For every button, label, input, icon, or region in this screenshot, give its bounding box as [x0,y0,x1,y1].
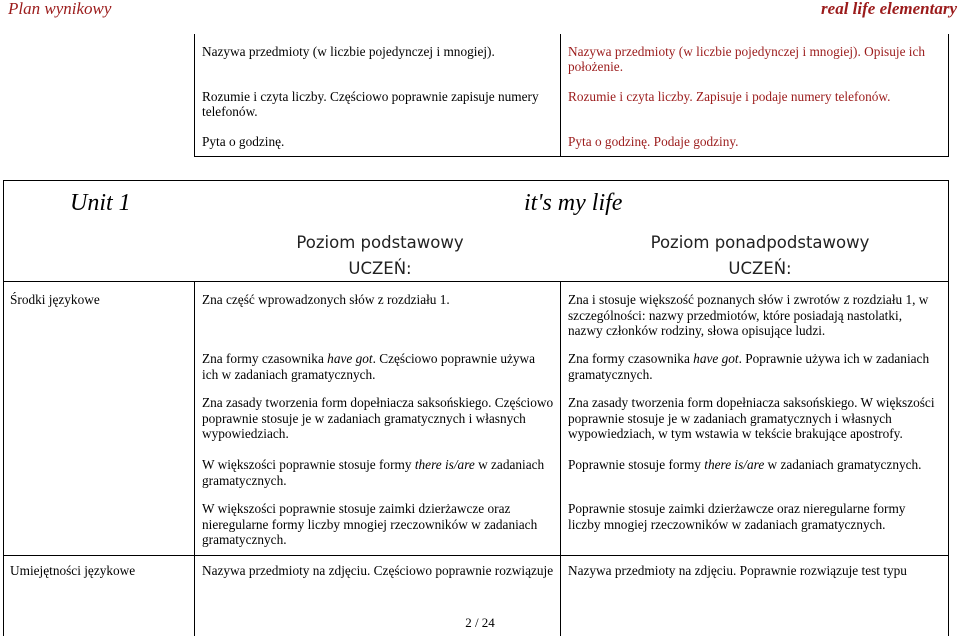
advanced-cell-2: Rozumie i czyta liczby. Zapisuje i podaje numery telefonów. [568,89,891,104]
column-divider-2 [560,281,561,636]
advanced-skills: Nazywa przedmioty na zdjęciu. Poprawnie rozwiązuje test typu [568,563,907,578]
advanced-student-label: UCZEŃ: [728,259,792,278]
header-title-left: Plan wynikowy [8,0,112,18]
unit-title: Unit 1 [70,190,131,216]
basic-requirement: Zna zasady tworzenia form dopełniacza saksońskiego. Częściowo poprawnie stosuje je w zadaniach gramatycznych i własnych wypowiedziach. [202,395,554,441]
advanced-requirement: Poprawnie stosuje formy there is/are w zadaniach gramatycznych. [568,457,922,472]
basic-cell-2: Rozumie i czyta liczby. Częściowo poprawnie zapisuje numery telefonów. [202,89,539,119]
column-divider-1 [194,281,195,636]
basic-cell-3: Pyta o godzinę. [202,134,285,149]
advanced-requirement: Zna i stosuje większość poznanych słów i zwrotów z rozdziału 1, w szczególności: nazwy przedmiotów, które posiadają nastolatki, nazwy członków rodziny, słowa opisujące ludzi. [568,292,929,338]
header-divider [4,281,948,282]
advanced-cell-1: Nazywa przedmioty (w liczbie pojedynczej i mnogiej). Opisuje ich położenie. [568,44,926,74]
basic-skills: Nazywa przedmioty na zdjęciu. Częściowo poprawnie rozwiązuje [202,563,554,578]
basic-student-label: UCZEŃ: [348,259,412,278]
advanced-requirement: Poprawnie stosuje zaimki dzierżawcze oraz nieregularne formy liczby mnogiej rzeczowników w zadaniach gramatycznych. [568,501,906,532]
page-number: 2 / 24 [465,615,495,630]
advanced-requirement: Zna formy czasownika have got. Poprawnie używa ich w zadaniach gramatycznych. [568,351,930,382]
advanced-requirement: Zna zasady tworzenia form dopełniacza saksońskiego. W większości poprawnie stosuje je w zadaniach gramatycznych i własnych wypowiedziach, w tym wstawia w tekście brakujące apostrofy. [568,395,935,441]
advanced-cell-3: Pyta o godzinę. Podaje godziny. [568,134,739,149]
row-label-language-skills: Umiejętności językowe [10,563,136,578]
header-title-right: real life elementary [821,0,957,18]
unit-subtitle: it's my life [524,190,623,216]
basic-requirement: Zna formy czasownika have got. Częściowo poprawnie używa ich w zadaniach gramatycznych. [202,351,536,382]
basic-cell-1: Nazywa przedmioty (w liczbie pojedynczej i mnogiej). [202,44,495,59]
row-label-language-means: Środki językowe [10,292,100,307]
row-divider [4,555,948,556]
advanced-level-heading: Poziom ponadpodstawowy [650,233,870,252]
column-divider [560,34,561,156]
basic-level-heading: Poziom podstawowy [296,233,464,252]
basic-requirement: Zna część wprowadzonych słów z rozdziału 1. [202,292,450,307]
basic-requirement: W większości poprawnie stosuje formy there is/are w zadaniach gramatycznych. [202,457,545,488]
basic-requirement: W większości poprawnie stosuje zaimki dzierżawcze oraz nieregularne formy liczby mnogiej rzeczowników w zadaniach gramatycznych. [202,501,538,547]
